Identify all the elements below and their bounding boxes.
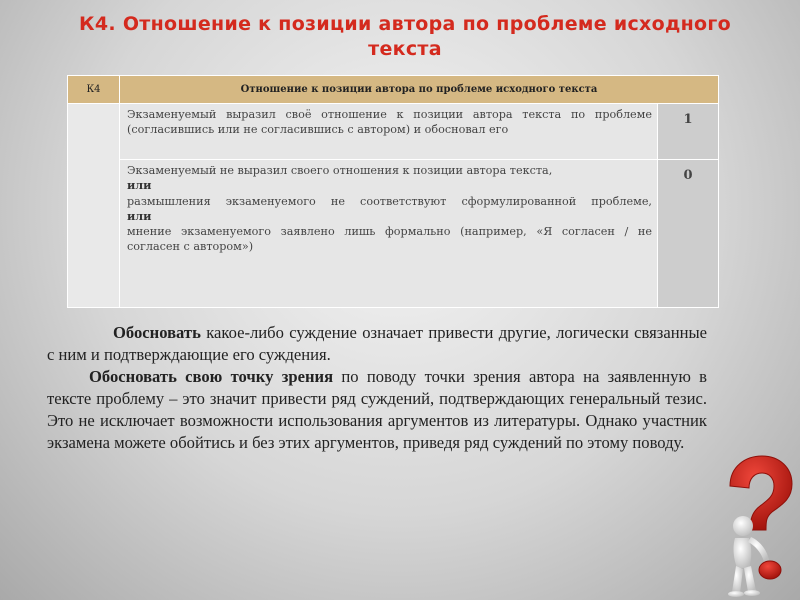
paragraph-text: по поводу точки зрения автора на заявленную в тексте проблему – это значит привести ряд суждений, подтверждающих генеральный тезис. Это не исключает возможности использования аргументов из литературы. Однако участник экзамена можете обойтись и без этих аргументов, приведя ряд суждений по этому поводу. [47,367,708,452]
criterion-text-cell [120,160,658,308]
criterion-line: Экзаменуемый не выразил своего отношения к позиции автора текста, [127,164,553,177]
code-blank-cell [68,104,120,308]
header-code-cell: К4 [68,76,120,104]
criterion-line: размышления экзаменуемого не соответствуют сформулированной проблеме, [127,194,652,208]
score-cell: 1 [658,104,719,160]
table-row [68,104,719,160]
criterion-text-cell: Экзаменуемый выразил своё отношение к позиции автора текста по проблеме (согласившись или не согласившись с автором) и обосновал его [120,104,658,160]
header-caption-cell: Отношение к позиции автора по проблеме исходного текста [120,76,719,104]
paragraph [47,322,707,366]
paragraph-text: какое-либо суждение означает привести другие, логически связанные с ним и подтверждающие его суждения. [47,323,707,364]
paragraph [47,366,707,454]
or-label: или [127,178,152,193]
criterion-line: мнение экзаменуемого заявлено лишь формально (например, «Я согласен / не согласен с автором») [127,225,652,254]
score-cell: 0 [658,160,719,308]
table-row [68,160,719,308]
term: Обосновать [113,323,201,342]
table-header-row [68,76,719,104]
question-mark-figure-icon [722,452,794,600]
or-label: или [127,208,152,223]
explanation-text [47,322,707,454]
term: Обосновать свою точку зрения [89,367,334,386]
criteria-table [67,75,719,308]
page-title: К4. Отношение к позиции автора по проблеме исходного текста [79,13,731,60]
